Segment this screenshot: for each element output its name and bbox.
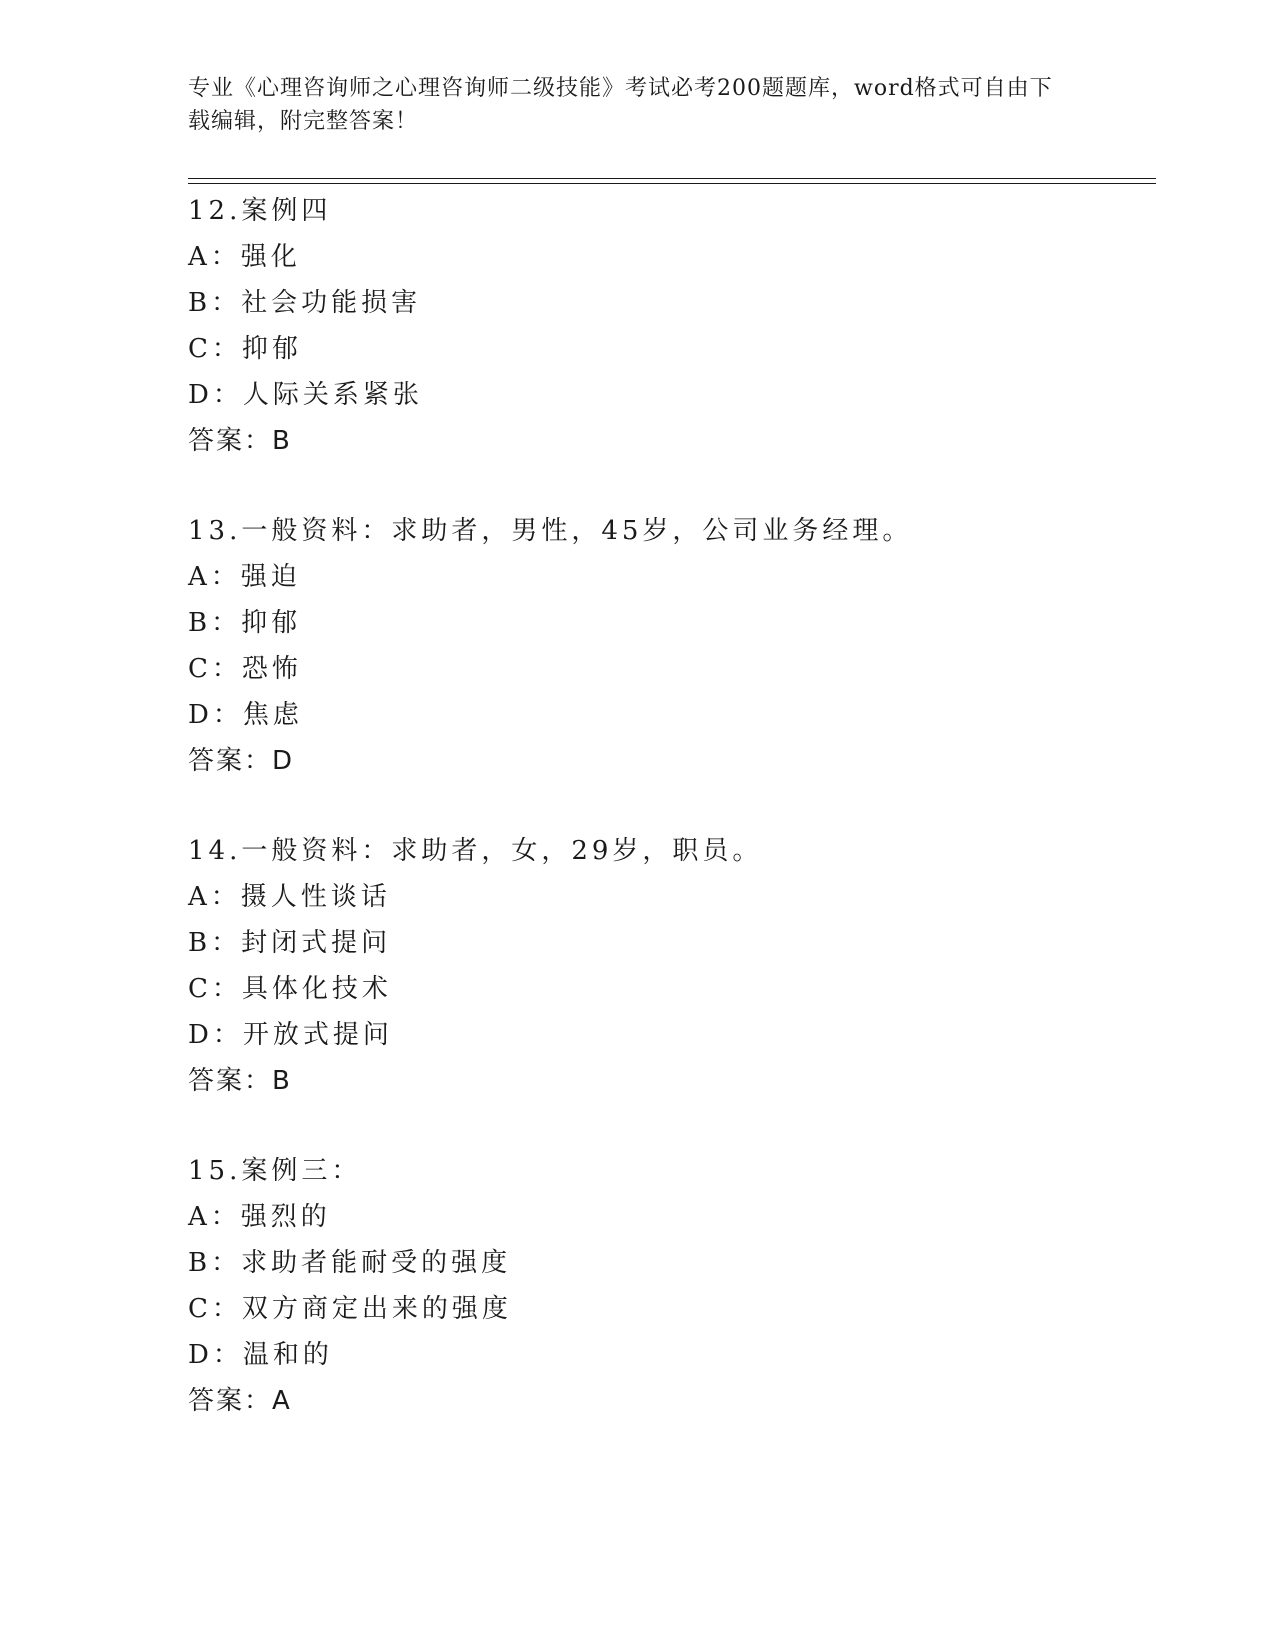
option-a: A：强迫 [188, 562, 301, 592]
question-14 [188, 828, 1148, 1104]
option-b: B：求助者能耐受的强度 [188, 1248, 512, 1278]
option-a: A：摄人性谈话 [188, 882, 391, 912]
answer: 答案：D [188, 746, 295, 776]
question-stem: 12.案例四 [188, 196, 332, 226]
option-b: B：封闭式提问 [188, 928, 392, 958]
question-stem: 14.一般资料：求助者，女，29岁，职员。 [188, 836, 763, 866]
question-13 [188, 508, 1148, 784]
question-12 [188, 188, 1148, 464]
option-a: A：强烈的 [188, 1202, 331, 1232]
header-divider [188, 178, 1156, 184]
option-c: C：恐怖 [188, 654, 302, 684]
option-b: B：抑郁 [188, 608, 302, 638]
document-header: 专业《心理咨询师之心理咨询师二级技能》考试必考200题题库，word格式可自由下载编辑，附完整答案！ [188, 76, 1053, 134]
option-c: C：双方商定出来的强度 [188, 1294, 512, 1324]
option-b: B：社会功能损害 [188, 288, 422, 318]
answer: 答案：B [188, 1066, 292, 1096]
answer: 答案：A [188, 1386, 292, 1416]
option-d: D：温和的 [188, 1340, 333, 1370]
option-d: D：人际关系紧张 [188, 380, 423, 410]
option-c: C：抑郁 [188, 334, 302, 364]
option-c: C：具体化技术 [188, 974, 392, 1004]
question-15 [188, 1148, 1148, 1424]
option-a: A：强化 [188, 242, 301, 272]
answer: 答案：B [188, 426, 292, 456]
question-stem: 13.一般资料：求助者，男性，45岁，公司业务经理。 [188, 516, 913, 546]
question-list [188, 188, 1148, 1468]
option-d: D：焦虑 [188, 700, 303, 730]
option-d: D：开放式提问 [188, 1020, 393, 1050]
question-stem: 15.案例三： [188, 1156, 362, 1186]
